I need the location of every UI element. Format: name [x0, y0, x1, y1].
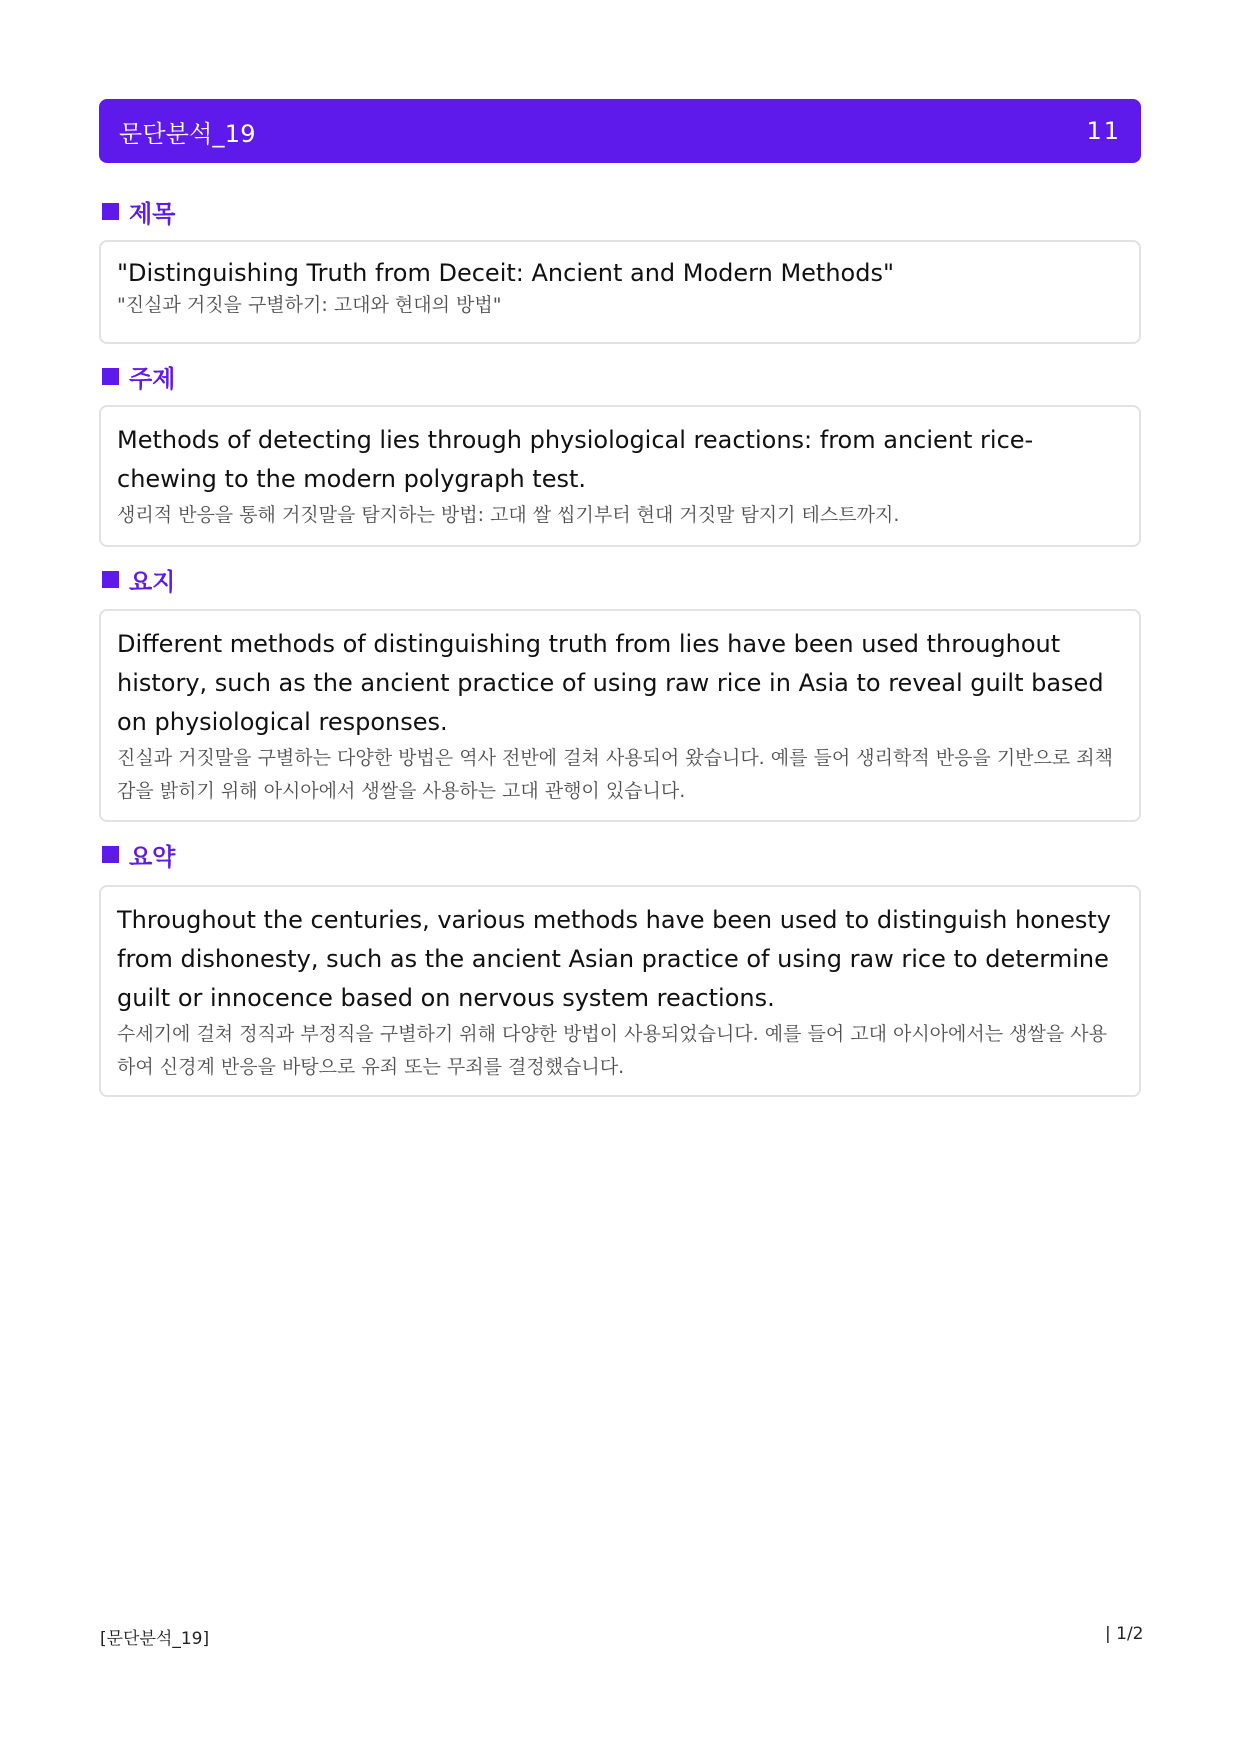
summary-korean: 수세기에 걸쳐 정직과 부정직을 구별하기 위해 다양한 방법이 사용되었습니다. 예를 들어 고대 아시아에서는 생쌀을 사용하여 신경계 반응을 바탕으로 유죄 또는 무죄를 결정했습니다. — [117, 1023, 1107, 1078]
header-bar — [99, 99, 1141, 163]
topic-english: Methods of detecting lies through physiological reactions: from ancient rice-chewing to the modern polygraph test. — [117, 426, 1034, 493]
square-bullet-icon — [102, 368, 119, 385]
square-bullet-icon — [102, 203, 119, 220]
footer-document-label: [문단분석_19] — [100, 1629, 210, 1649]
gist-english: Different methods of distinguishing truth from lies have been used throughout history, such as the ancient practice of using raw rice in Asia to reveal guilt based on physiological responses. — [117, 630, 1104, 736]
section-label-gist — [102, 562, 175, 597]
gist-box — [99, 609, 1141, 822]
section-label-text: 제목 — [129, 200, 176, 228]
section-label-text: 요지 — [129, 568, 176, 596]
title-english: "Distinguishing Truth from Deceit: Ancient and Modern Methods" — [117, 259, 895, 287]
question-number: 11 — [1086, 117, 1121, 145]
summary-box — [99, 885, 1141, 1097]
gist-korean: 진실과 거짓말을 구별하는 다양한 방법은 역사 전반에 걸쳐 사용되어 왔습니다. 예를 들어 생리학적 반응을 기반으로 죄책감을 밝히기 위해 아시아에서 생쌀을 사용하는 고대 관행이 있습니다. — [117, 747, 1113, 802]
topic-box — [99, 405, 1141, 547]
section-label-title — [102, 194, 175, 229]
square-bullet-icon — [102, 846, 119, 863]
title-korean: "진실과 거짓을 구별하기: 고대와 현대의 방법" — [117, 294, 502, 316]
topic-korean: 생리적 반응을 통해 거짓말을 탐지하는 방법: 고대 쌀 씹기부터 현대 거짓말 탐지기 테스트까지. — [117, 504, 900, 526]
section-label-text: 요약 — [129, 843, 176, 871]
page-title: 문단분석_19 — [119, 119, 256, 148]
title-box — [99, 240, 1141, 344]
summary-english: Throughout the centuries, various methods have been used to distinguish honesty from dishonesty, such as the ancient Asian practice of using raw rice to determine guilt or innocence based on nervous system reactions. — [117, 906, 1111, 1012]
footer-page-number: | 1/2 — [1105, 1624, 1144, 1644]
section-label-text: 주제 — [129, 365, 176, 393]
square-bullet-icon — [102, 571, 119, 588]
section-label-summary — [102, 837, 175, 872]
section-label-topic — [102, 359, 175, 394]
